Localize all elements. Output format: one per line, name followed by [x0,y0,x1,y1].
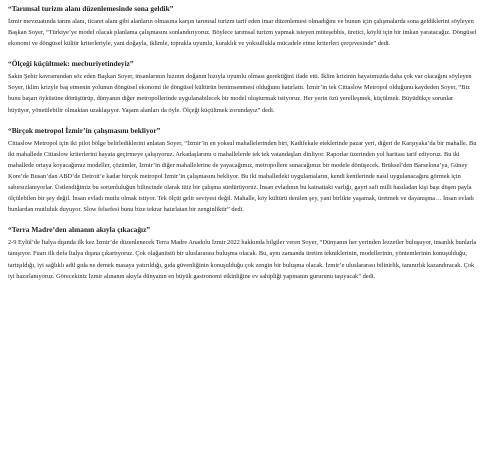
section-paragraph: Sakin Şehir kavramından söz eden Başkan Soyer, insanlarının hızının doğanın hızıyla uyumlu olması gerektiğini ifade etti. İklim krizinin hayatımızda daha çok var olacağını söyleyen Soyer, iklim krizyle baş etmenin yolunun döngüsel ekonomi ile döngüsel kültürün benimsenmesi olduğunu hatırlattı. İzmir’in tek Cittaslow Metropol olduğunu kaydeden Soyer, “Biz bunu başarı öyküsüne dönüştürüp, dünyanın diğer metropollerinde uygulanabilecek bir model oluşturmak istiyoruz. Her yerin özü yerelleşmek, küçülmek. Büyüdükçe sorunlar büyüyor, yönetilebilir olmaktan uzaklaşıyor. Yaşam alanları da öyle. Ölçeği küçültmek zorundayız” dedi. [8,73,472,114]
section-heading: “Terra Madre’den alınanın akıyla çıkacağız” [8,225,151,235]
section-heading: “Ölçeği küçültmek: mecburiyetindeyiz” [8,59,134,69]
section-heading: “Tarımsal turizm alanı düzenlemesinde sona geldik” [8,4,174,13]
section-scale-down [8,58,477,115]
section-agri-tourism [8,3,477,49]
section-heading: “Birçok metropol İzmir’in çalışmasını bekliyor” [8,125,161,135]
section-paragraph: Cittaslow Metropol için iki pilot bölge belirlediklerini anlatan Soyer, “İzmir’in en yoksul mahallelerinden biri, Kadifekale eteklerinde pazar yeri, diğeri de Karşıyaka’da bir mahalle. Bu iki mahallede Cittaslow kriterlerini hayata geçirmeye çalışıyoruz. Arkadaşlarımı o mahallelerde tek tek vatandaşları dinliyor. Raporlar üzerinden yol haritası tarif ediyoruz. Bu iki mahallede ortaya koyacağımız modeller, çözümler, İzmir’in diğer mahallelerine de yayacağımız, metropollere sunacağımız bir modele dönüşecek. Brüksel’den Barselona’ya, Güney Kore’de Busan’dan ABD’de Detroit’e kadar birçok metropol İzmir’in çalışmasını bekliyor. Bu iki mahalledeki uygulamaların, kendi kentlerinde nasıl uygulanacağını görmek için sabırsızlanıyorlar. Üstlendiğimiz bu sorumluluğun bilincinde olarak titiz bir çalışma sürdürüyoruz. İnsan evladının bu kainattaki varlığı, gayri safi milli hasıladan kişi başı düşen payla ölçülebilen bir şey değil. İnsan evladı mutlu olmak istiyor. Tek ölçüt gelir seviyesi değil. Mahalle, köy kültürü denilen şey, yani birlikte yaşamak, üretmek ve dayanışma… İnsan evladı bunlardan mutluluk duyuyor. Slow felsefesi bunu bize tekrar hatırlatan bir zenginliktir” dedi. [8,139,477,214]
section-terra-madre [8,224,477,281]
section-metropols [8,125,477,216]
section-paragraph: 2-9 Eylül’de İtalya dışında ilk kez İzmir’de düzenlenecek Terra Madre Anadolu İzmir 2022 hakkında bilgiler veren Soyer, “Dünyanın her yerinden lezzetler buluşuyor, insanlık bunlarla tanışıyor. Fuarı ilk defa İtalya dışına çıkartıyoruz. Çok olağanüstü bir uluslararası buluşma olacak. Bu, aynı zamanda üretim tekniklerinin, modellerinin, yöntemlerinin konuşulduğu, tartışıldığı, iyi sağlıklı adil gıda ne demek masaya yatırıldığı, gıda güvenliğinin konuşulduğu çok zengin bir buluşma olacak. İzmir’e uluslararası bilinirlik, tanınırlık kazandıracak. Çok iyi hazırlanıyoruz. Görecekiniz İzmir alınanın akıyla dünyanın en büyük gastronomi etkinliğine ev sahipliği yapmanın gururunu taşıyacak” dedi. [8,239,477,280]
section-paragraph: İzmir mevzuatında tarım alanı, ticaret alanı gibi alanların olmasına karşın tarımsal turizm tarif eden imar düzenlemesi olmadığını ve bunun için çalışmalarda sona geldiklerini söyleyen Başkan Soyer, “Türkiye’ye model olacak planlama çalışmasını sonlandırıyoruz. Böylece tarımsal turizm yapmak isteyen müteşebbis, üretici, köylü için bir imkan yaratacağız. Döngüsel ekonomi ve döngüsel kültür kriterleriyle, yani doğayla, iklimle, toprakla uyumlu, kuraklık ve yoksullukla mücadele etme kriterleri çerçevesinde” dedi. [8,18,477,48]
